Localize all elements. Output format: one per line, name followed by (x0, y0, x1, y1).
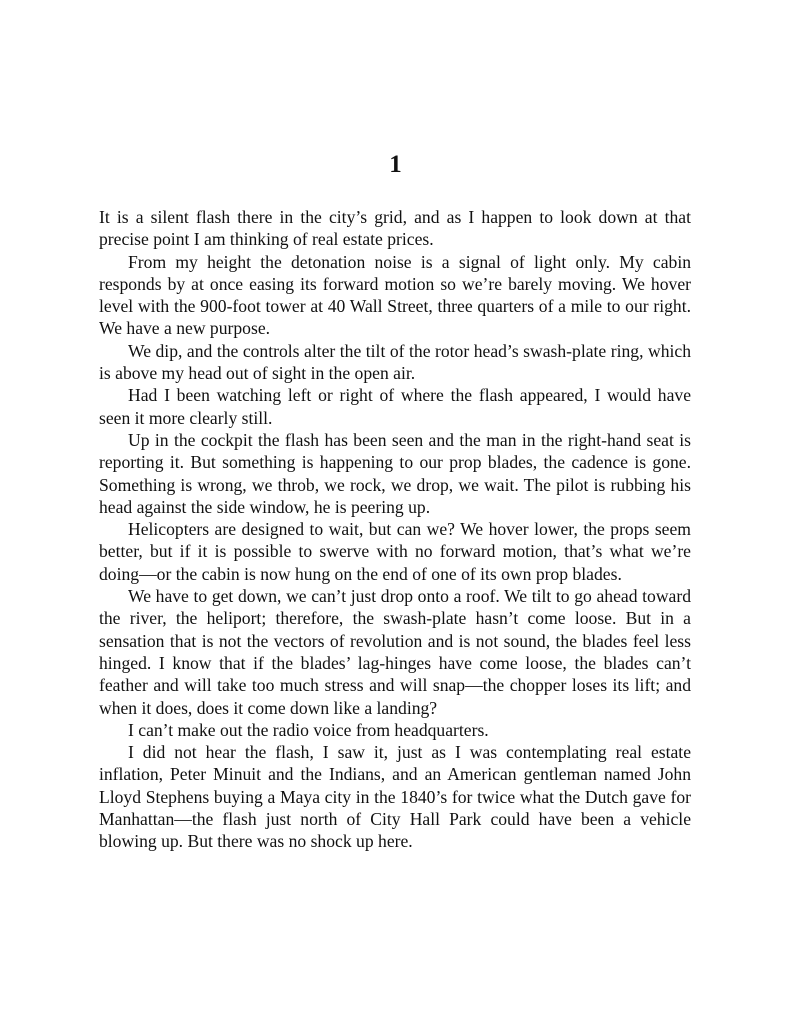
paragraph: I did not hear the flash, I saw it, just as I was contemplating real estate inflation, Peter Minuit and the Indians, and an American gentleman named John Lloyd Stephens buying a Maya city in the 1840’s for twice what the Dutch gave for Manhattan—the flash just north of City Hall Park could have been a vehicle blowing up. But there was no shock up here. (99, 742, 691, 852)
chapter-number: 1 (389, 151, 402, 178)
paragraph: Up in the cockpit the flash has been seen and the man in the right-hand seat is reporting it. But something is happening to our prop blades, the cadence is gone. Something is wrong, we throb, we rock, we drop, we wait. The pilot is rubbing his head against the side window, he is peering up. (99, 429, 691, 517)
paragraph: We have to get down, we can’t just drop onto a roof. We tilt to go ahead toward the river, the heliport; therefore, the swash-plate hasn’t come loose. But in a sensation that is not the vectors of revolution and is not sound, the blades feel less hinged. I know that if the blades’ lag-hinges have come loose, the blades can’t feather and will take too much stress and will snap—the chopper loses its lift; and when it does, does it come down like a landing? (99, 586, 691, 718)
paragraph: Helicopters are designed to wait, but can we? We hover lower, the props seem better, but if it is possible to swerve with no forward motion, that’s what we’re doing—or the cabin is now hung on the end of one of its own prop blades. (99, 519, 691, 584)
paragraph: Had I been watching left or right of where the flash appeared, I would have seen it more clearly still. (99, 385, 691, 428)
paragraph: From my height the detonation noise is a signal of light only. My cabin responds by at once easing its forward motion so we’re barely moving. We hover level with the 900-foot tower at 40 Wall Street, three quarters of a mile to our right. We have a new purpose. (99, 251, 691, 339)
paragraph: We dip, and the controls alter the tilt of the rotor head’s swash-plate ring, which is above my head out of sight in the open air. (99, 340, 691, 384)
chapter-body (99, 206, 691, 853)
paragraph: I can’t make out the radio voice from headquarters. (128, 719, 489, 740)
paragraph: It is a silent flash there in the city’s grid, and as I happen to look down at that precise point I am thinking of real estate prices. (99, 207, 691, 250)
